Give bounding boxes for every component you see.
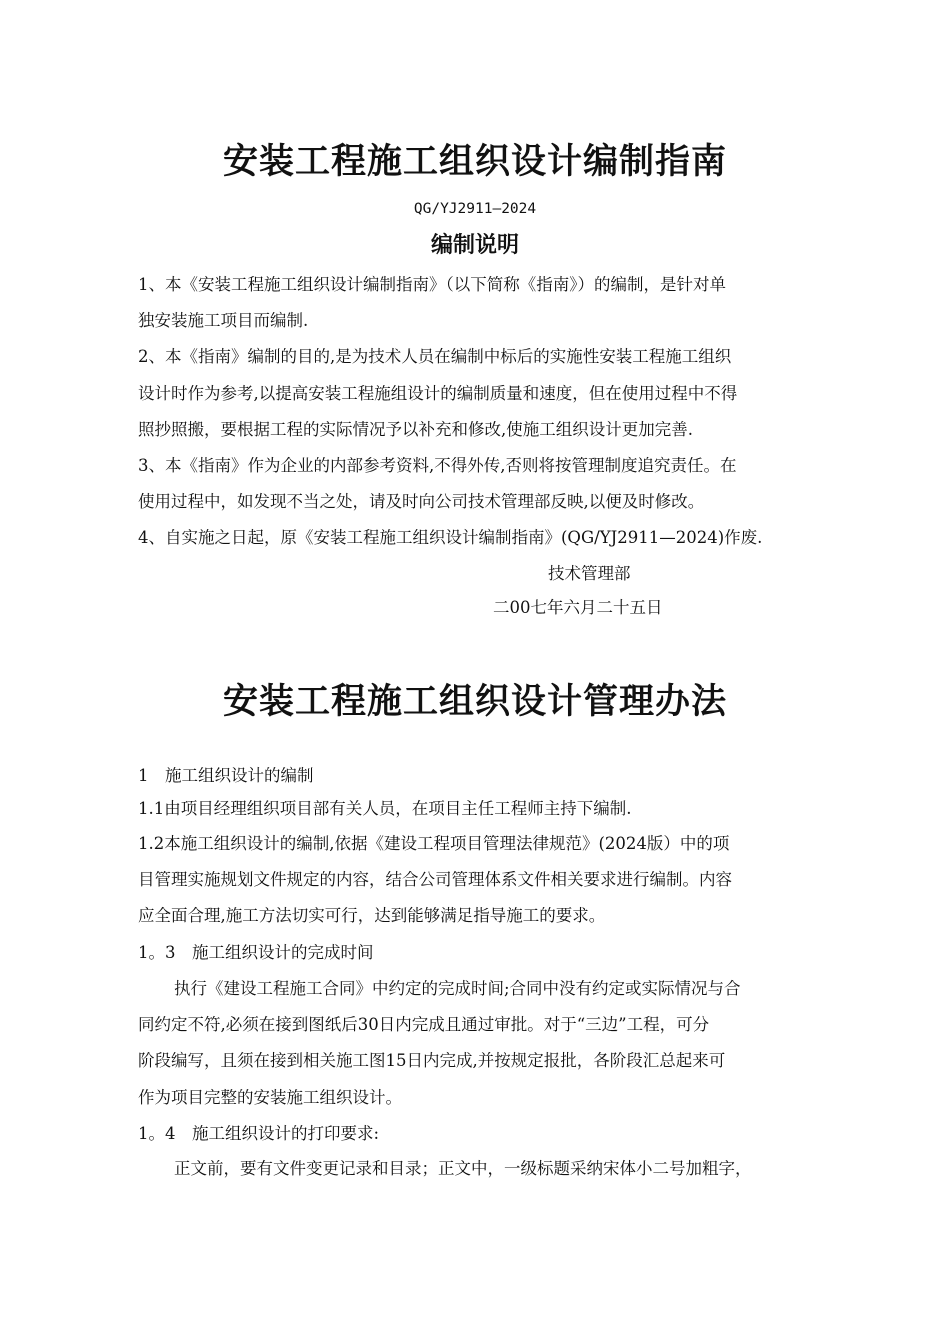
- body-line: 执行《建设工程施工合同》中约定的完成时间;合同中没有约定或实际情况与合: [174, 979, 741, 998]
- intro-line: 1、本《安装工程施工组织设计编制指南》（以下简称《指南》）的编制，是针对单: [138, 275, 726, 294]
- body-line: 1.1由项目经理组织项目部有关人员，在项目主任工程师主持下编制.: [138, 799, 632, 818]
- body-line: 同约定不符,必须在接到图纸后30日内完成且通过审批。对于“三边”工程，可分: [138, 1015, 710, 1034]
- intro-line: 2、本《指南》编制的目的,是为技术人员在编制中标后的实施性安装工程施工组织: [138, 347, 732, 366]
- body-line: 阶段编写，且须在接到相关施工图15日内完成,并按规定报批，各阶段汇总起来可: [138, 1051, 726, 1070]
- intro-line: 使用过程中，如发现不当之处，请及时向公司技术管理部反映,以便及时修改。: [138, 492, 705, 511]
- main-title: 安装工程施工组织设计编制指南: [222, 141, 727, 182]
- body-line: 1。4 施工组织设计的打印要求:: [138, 1124, 380, 1143]
- intro-line: 独安装施工项目而编制.: [138, 311, 309, 330]
- body-line: 正文前，要有文件变更记录和目录；正文中，一级标题采纳宋体小二号加粗字，: [174, 1159, 752, 1178]
- signature-department: 技术管理部: [548, 564, 631, 583]
- body-line: 1.2本施工组织设计的编制,依据《建设工程项目管理法律规范》(2024版）中的项: [138, 834, 730, 853]
- intro-line: 设计时作为参考,以提高安装工程施组设计的编制质量和速度，但在使用过程中不得: [138, 384, 738, 403]
- signature-date: 二00七年六月二十五日: [493, 598, 663, 617]
- intro-line: 照抄照搬，要根据工程的实际情况予以补充和修改,使施工组织设计更加完善.: [138, 420, 693, 439]
- section-subtitle: 编制说明: [430, 233, 519, 258]
- body-line: 目管理实施规划文件规定的内容，结合公司管理体系文件相关要求进行编制。内容: [138, 870, 732, 889]
- intro-line: 4、自实施之日起，原《安装工程施工组织设计编制指南》(QG/YJ2911—2024)作废.: [138, 528, 763, 547]
- body-line: 1 施工组织设计的编制: [138, 766, 314, 785]
- body-line: 作为项目完整的安装施工组织设计。: [138, 1088, 402, 1107]
- intro-line: 3、本《指南》作为企业的内部参考资料,不得外传,否则将按管理制度追究责任。在: [138, 456, 737, 475]
- standard-code: QG/YJ2911—2024: [413, 201, 537, 217]
- body-line: 1。3 施工组织设计的完成时间: [138, 943, 374, 962]
- second-title: 安装工程施工组织设计管理办法: [222, 681, 727, 722]
- body-line: 应全面合理,施工方法切实可行，达到能够满足指导施工的要求。: [138, 906, 606, 925]
